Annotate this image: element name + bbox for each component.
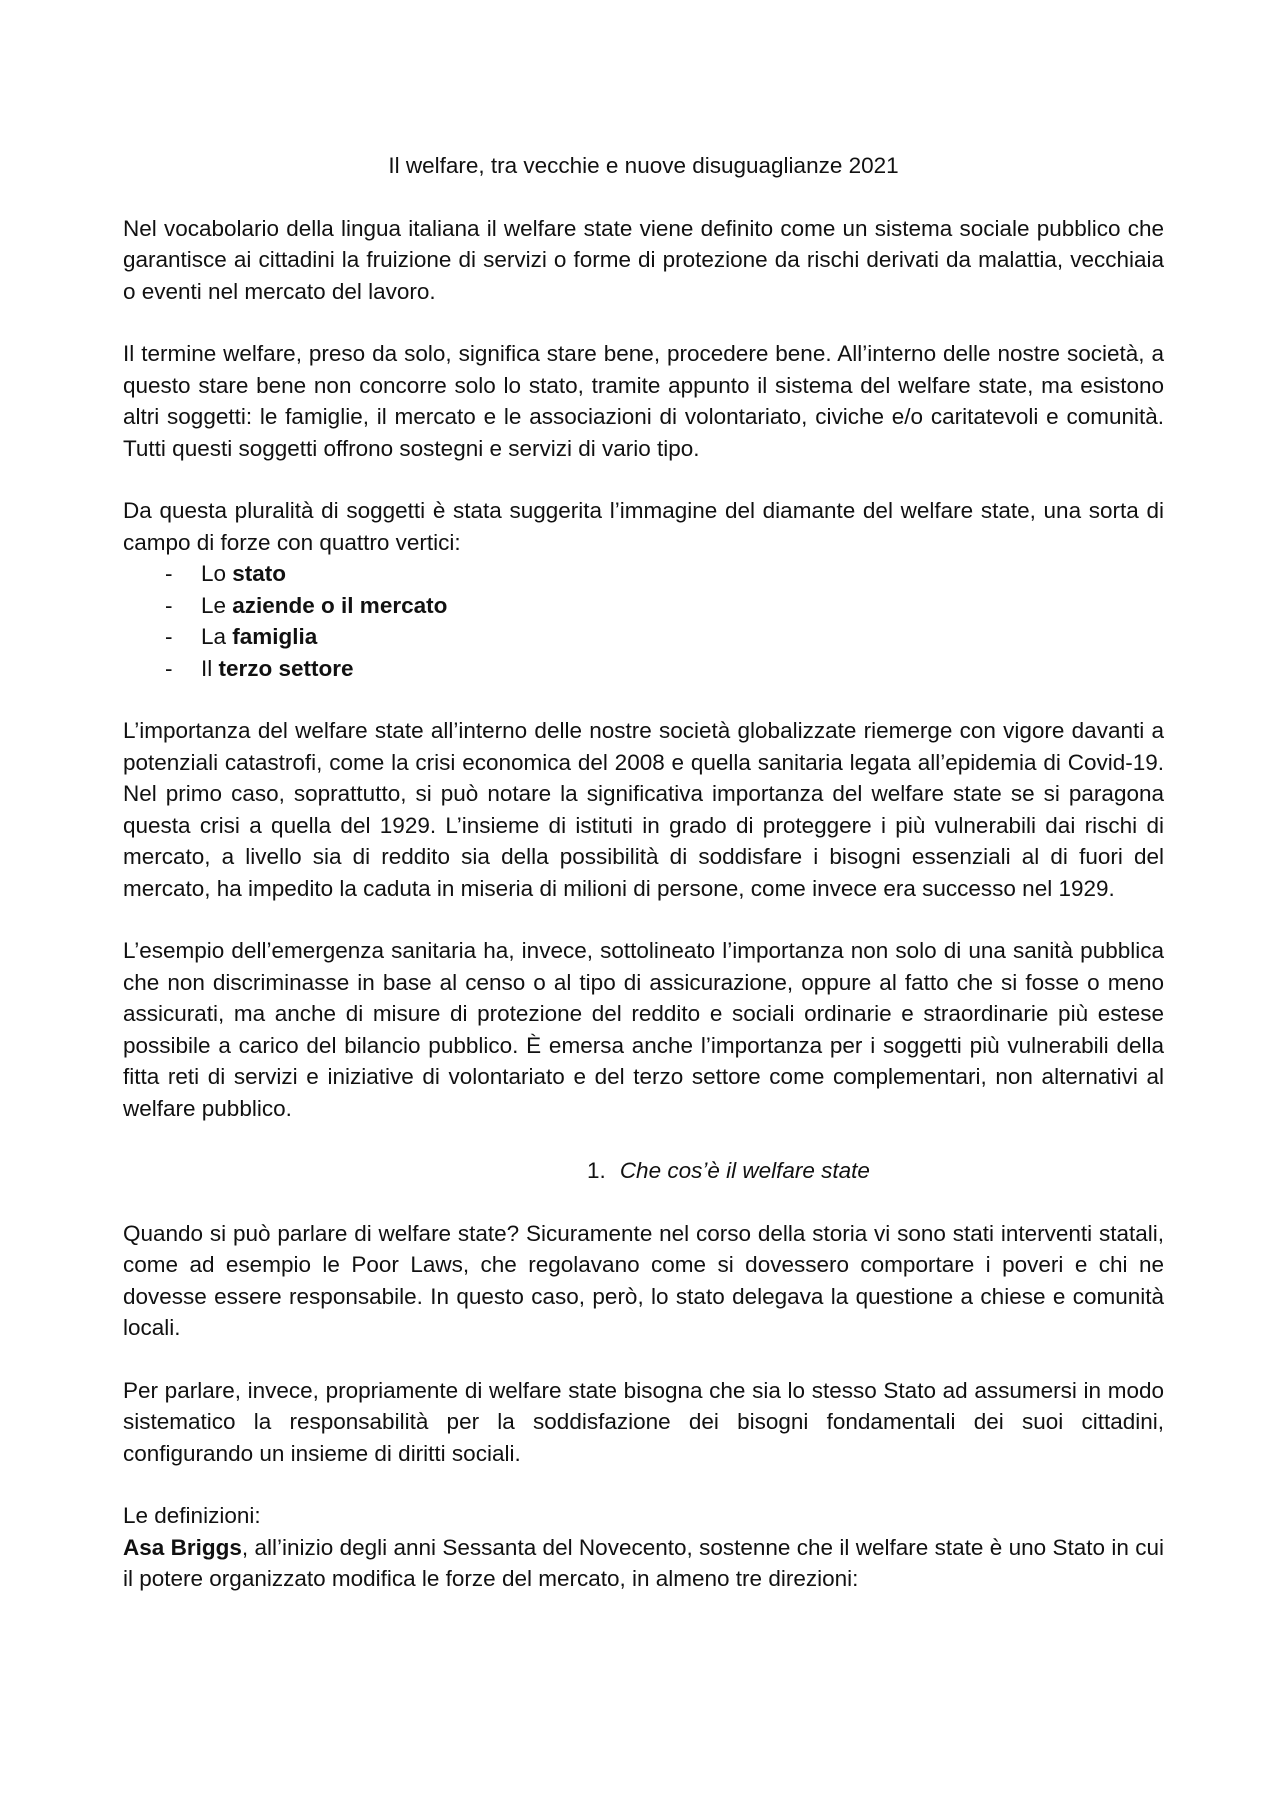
document-page — [123, 150, 1164, 1595]
document-title: Il welfare, tra vecchie e nuove disuguaglianze 2021 — [388, 153, 899, 178]
paragraph-diamond: Da questa pluralità di soggetti è stata suggerita l’immagine del diamante del welfare state, una sorta di campo di forze con quattro vertici: — [123, 498, 1164, 555]
author-name: Asa Briggs — [123, 1534, 242, 1560]
paragraph-briggs-text: , all’inizio degli anni Sessanta del Novecento, sostenne che il welfare state è uno Stato in cui il potere organizzato modifica le forze del mercato, in almeno tre direzioni: — [123, 1534, 1164, 1591]
dash-bullet: - — [165, 592, 173, 618]
list-item-bold: stato — [232, 561, 287, 586]
list-item-bold: terzo settore — [218, 655, 354, 681]
paragraph-properly: Per parlare, invece, propriamente di welfare state bisogna che sia lo stesso Stato ad assumersi in modo sistematico la responsabilità per la soddisfazione dei bisogni fondamentali dei suoi cittadini, configurando un insieme di diritti sociali. — [123, 1377, 1164, 1466]
list-item — [123, 558, 1164, 590]
list-item — [123, 590, 1164, 622]
paragraph-briggs — [123, 1532, 1164, 1595]
paragraph-definitions-label: Le definizioni: — [123, 1503, 261, 1528]
list-item-bold: aziende o il mercato — [232, 592, 448, 618]
section-heading — [123, 1155, 1164, 1187]
list-item — [123, 653, 1164, 685]
list-item — [123, 621, 1164, 653]
dash-bullet: - — [165, 624, 173, 649]
list-item-bold: famiglia — [232, 624, 318, 649]
section-number: 1. — [587, 1158, 606, 1183]
vertices-list — [123, 558, 1164, 684]
list-item-prefix: Le — [201, 592, 233, 618]
paragraph-definition: Nel vocabolario della lingua italiana il welfare state viene definito come un sistema sociale pubblico che garantisce ai cittadini la fruizione di servizi o forme di protezione da rischi derivati da malattia, vecchiaia o eventi nel mercato del lavoro. — [123, 215, 1164, 304]
dash-bullet: - — [165, 655, 173, 681]
paragraph-welfare-meaning: Il termine welfare, preso da solo, significa stare bene, procedere bene. All’interno delle nostre società, a questo stare bene non concorre solo lo stato, tramite appunto il sistema del welfare state, ma esistono altri soggetti: le famiglie, il mercato e le associazioni di volontariato, civiche e/o caritatevoli e comunità. Tutti questi soggetti offrono sostegni e servizi di vario tipo. — [123, 341, 1164, 461]
list-item-prefix: Il — [201, 655, 219, 681]
paragraph-health-emergency: L’esempio dell’emergenza sanitaria ha, invece, sottolineato l’importanza non solo di una sanità pubblica che non discriminasse in base al censo o al tipo di assicurazione, oppure al fatto che si fosse o meno assicurati, ma anche di misure di protezione del reddito e sociali ordinarie e straordinarie più estese possibile a carico del bilancio pubblico. È emersa anche l’importanza per i soggetti più vulnerabili della fitta reti di servizi e iniziative di volontariato e del terzo settore come complementari, non alternativi al welfare pubblico. — [123, 938, 1164, 1121]
paragraph-importance: L’importanza del welfare state all’interno delle nostre società globalizzate riemerge con vigore davanti a potenziali catastrofi, come la crisi economica del 2008 e quella sanitaria legata all’epidemia di Covid-19. Nel primo caso, soprattutto, si può notare la significativa importanza del welfare state se si paragona questa crisi a quella del 1929. L’insieme di istituti in grado di proteggere i più vulnerabili dai rischi di mercato, a livello sia di reddito sia della possibilità di soddisfare i bisogni essenziali al di fuori del mercato, ha impedito la caduta in miseria di milioni di persone, come invece era successo nel 1929. — [123, 718, 1164, 901]
list-item-prefix: La — [201, 624, 233, 649]
list-item-prefix: Lo — [201, 561, 233, 586]
dash-bullet: - — [165, 561, 173, 586]
section-title: Che cos’è il welfare state — [619, 1158, 870, 1183]
paragraph-when: Quando si può parlare di welfare state? Sicuramente nel corso della storia vi sono stati interventi statali, come ad esempio le Poor Laws, che regolavano come si dovessero comportare i poveri e chi ne dovesse essere responsabile. In questo caso, però, lo stato delegava la questione a chiese e comunità locali. — [123, 1220, 1164, 1340]
